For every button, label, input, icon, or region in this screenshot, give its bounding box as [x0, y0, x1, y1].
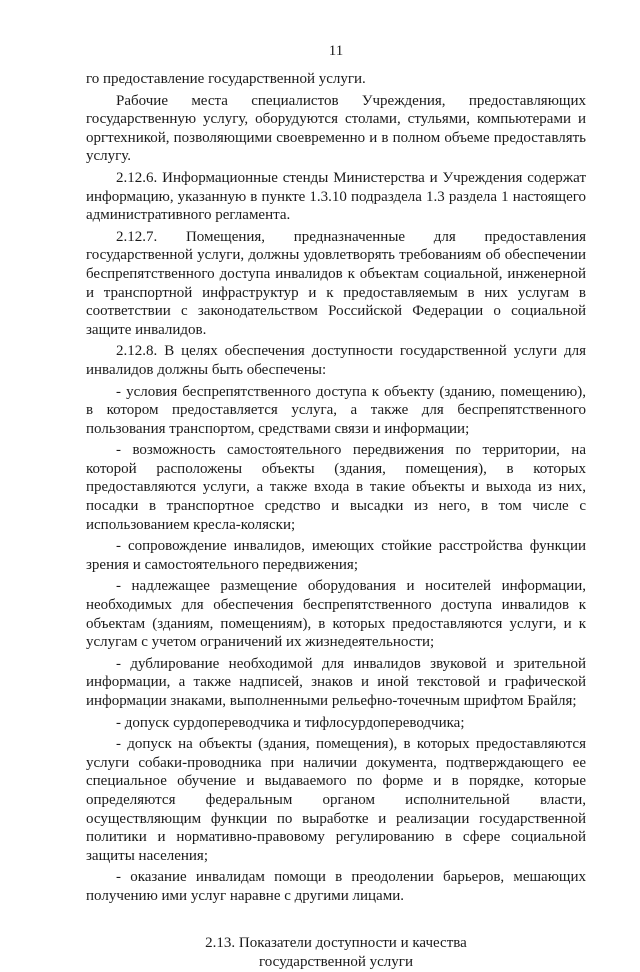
list-item-assistance: - оказание инвалидам помощи в преодолении барьеров, мешающих получению ими услуг наравне с другими лицами.	[86, 869, 586, 904]
list-item-information-duplication: - дублирование необходимой для инвалидов звуковой и зрительной информации, а также надписей, знаков и иной текстовой и графической информации знаками, выполненными рельефно-точечным шрифтом Брайля;	[86, 655, 586, 709]
page-number: 11	[328, 43, 344, 59]
section-heading-2-13	[86, 934, 586, 972]
paragraph-2-12-8: 2.12.8. В целях обеспечения доступности государственной услуги для инвалидов должны быть обеспечены:	[86, 343, 586, 378]
list-item-escort: - сопровождение инвалидов, имеющих стойкие расстройства функции зрения и самостоятельного передвижения;	[86, 538, 586, 573]
list-item-access-conditions: - условия беспрепятственного доступа к объекту (зданию, помещению), в котором предоставляется услуга, а также для беспрепятственного пользования транспортом, средствами связи и информации;	[86, 383, 586, 437]
list-item-movement: - возможность самостоятельного передвижения по территории, на которой расположены объекты (здания, помещения), в которых предоставляются услуги, а также входа в такие объекты и выхода из них, посадки в транспортное средство и высадки из него, в том числе с использованием кресла-коляски;	[86, 442, 586, 533]
section-heading-line-1: 2.13. Показатели доступности и качества	[205, 934, 467, 951]
paragraph-2-12-6: 2.12.6. Информационные стенды Министерства и Учреждения содержат информацию, указанную в пункте 1.3.10 подраздела 1.3 раздела 1 настоящего административного регламента.	[86, 169, 586, 224]
paragraph-2-12-7: 2.12.7. Помещения, предназначенные для предоставления государственной услуги, должны удовлетворять требованиям об обеспечении беспрепятственного доступа инвалидов к объектам социальной, инженерной и транспортной инфраструктур и к предоставляемым в них услугам в соответствии с законодательством Российской Федерации о социальной защите инвалидов.	[86, 228, 586, 338]
list-item-equipment-placement: - надлежащее размещение оборудования и носителей информации, необходимых для обеспечения беспрепятственного доступа инвалидов к объектам (зданиям, помещениям), в которых предоставляются услуги, и к услугам с учетом ограничений их жизнедеятельности;	[86, 578, 586, 651]
paragraph-workplaces: Рабочие места специалистов Учреждения, предоставляющих государственную услугу, оборудуются столами, стульями, компьютерами и оргтехникой, позволяющими своевременно и в полном объеме предоставлять услугу.	[86, 92, 586, 165]
paragraph-continuation: го предоставление государственной услуги.	[86, 71, 366, 87]
list-item-sign-interpreter: - допуск сурдопереводчика и тифлосурдопереводчика;	[116, 714, 465, 731]
document-page	[86, 42, 586, 972]
section-heading-line-2: государственной услуги	[259, 953, 413, 970]
list-item-guide-dog: - допуск на объекты (здания, помещения), в которых предоставляются услуги собаки-проводника при наличии документа, подтверждающего ее специальное обучение и выдаваемого по форме и в порядке, которые определяются федеральным органом исполнительной власти, осуществляющим функции по выработке и реализации государственной политики и нормативно-правовому регулированию в сфере социальной защиты населения;	[86, 736, 586, 864]
